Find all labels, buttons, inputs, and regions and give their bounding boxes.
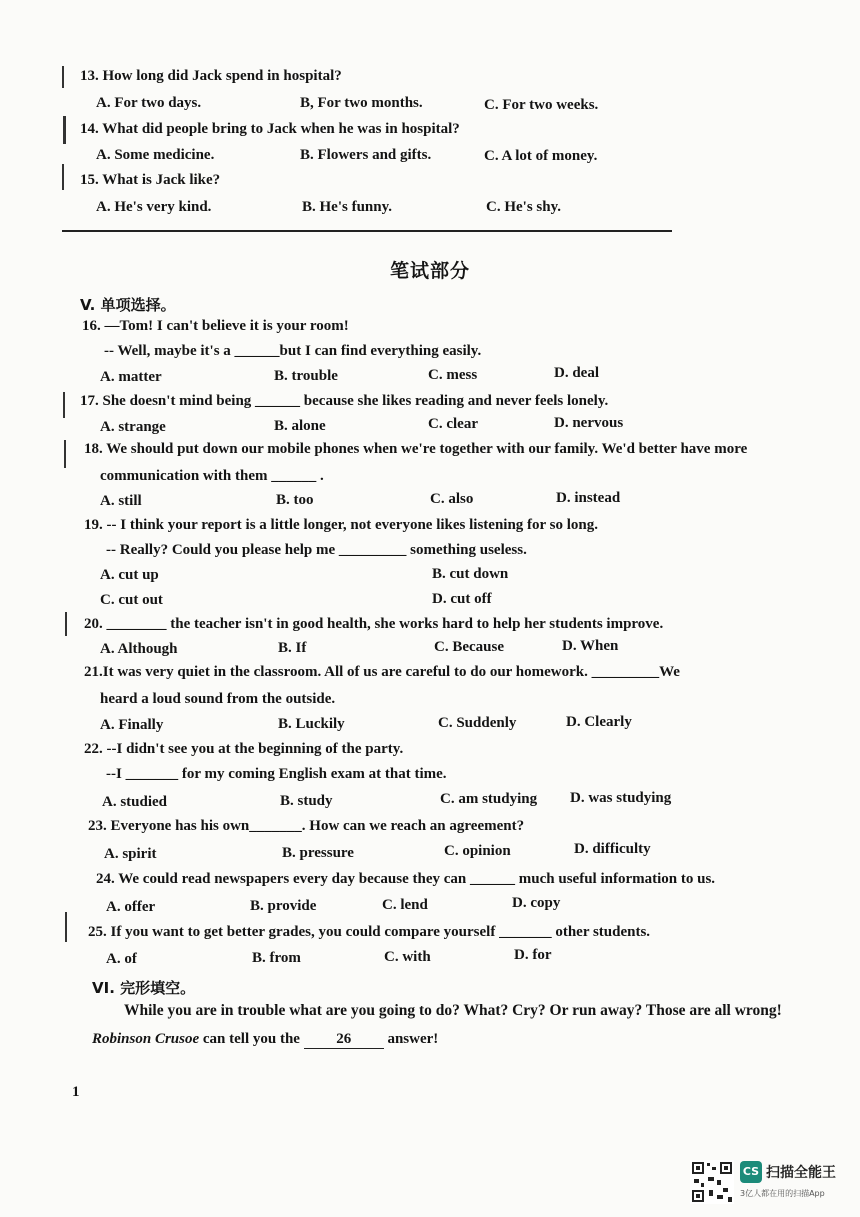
question-23: 23. Everyone has his own_______. How can we reach an agreement? bbox=[88, 818, 525, 834]
option-14c: C. A lot of money. bbox=[484, 148, 598, 164]
option-20a: A. Although bbox=[100, 641, 178, 657]
question-13: 13. How long did Jack spend in hospital? bbox=[80, 68, 342, 84]
question-24: 24. We could read newspapers every day because they can ______ much useful information to us. bbox=[96, 871, 716, 887]
margin-mark bbox=[64, 440, 66, 468]
option-17d: D. nervous bbox=[554, 415, 624, 431]
question-19-line1: 19. -- I think your report is a little longer, not everyone likes listening for so long. bbox=[84, 517, 599, 533]
margin-mark bbox=[62, 164, 64, 190]
cloze-line-2 bbox=[92, 1031, 438, 1049]
option-23d: D. difficulty bbox=[574, 841, 651, 857]
option-21c: C. Suddenly bbox=[438, 715, 517, 731]
option-20b: B. If bbox=[278, 640, 307, 656]
option-23b: B. pressure bbox=[282, 845, 354, 861]
question-21-line2: heard a loud sound from the outside. bbox=[100, 691, 336, 707]
option-24a: A. offer bbox=[106, 899, 156, 915]
option-19d: D. cut off bbox=[432, 591, 492, 607]
option-17b: B. alone bbox=[274, 418, 326, 434]
margin-mark bbox=[63, 116, 66, 144]
option-16c: C. mess bbox=[428, 367, 478, 383]
book-title: Robinson Crusoe bbox=[92, 1031, 200, 1047]
question-14: 14. What did people bring to Jack when he was in hospital? bbox=[80, 121, 460, 137]
cloze-line-1: While you are in trouble what are you going to do? What? Cry? Or run away? Those are all wrong! bbox=[124, 1002, 782, 1019]
option-25d: D. for bbox=[514, 947, 552, 963]
option-13c: C. For two weeks. bbox=[484, 97, 599, 113]
option-14a: A. Some medicine. bbox=[96, 147, 215, 163]
cloze-text: can tell you the bbox=[202, 1031, 300, 1047]
option-19a: A. cut up bbox=[100, 567, 159, 583]
app-name: 扫描全能王 bbox=[766, 1165, 836, 1181]
option-25a: A. of bbox=[106, 951, 137, 967]
option-16d: D. deal bbox=[554, 365, 599, 381]
option-16a: A. matter bbox=[100, 369, 162, 385]
section-5-heading: V. 单项选择。 bbox=[80, 296, 176, 314]
blank-26: 26 bbox=[304, 1031, 384, 1049]
section-title: 笔试部分 bbox=[389, 260, 470, 282]
option-23c: C. opinion bbox=[444, 843, 511, 859]
option-15c: C. He's shy. bbox=[486, 199, 562, 215]
option-17a: A. strange bbox=[100, 419, 166, 435]
option-18d: D. instead bbox=[556, 490, 621, 506]
option-16b: B. trouble bbox=[274, 368, 338, 384]
option-15b: B. He's funny. bbox=[302, 199, 393, 215]
option-18b: B. too bbox=[276, 492, 314, 508]
question-16-line1: 16. —Tom! I can't believe it is your room! bbox=[82, 318, 349, 334]
option-23a: A. spirit bbox=[104, 846, 157, 862]
question-20: 20. ________ the teacher isn't in good health, she works hard to help her students improve. bbox=[84, 616, 664, 632]
option-24b: B. provide bbox=[250, 898, 317, 914]
option-22b: B. study bbox=[280, 793, 333, 809]
page-number: 1 bbox=[72, 1084, 80, 1100]
question-25: 25. If you want to get better grades, you could compare yourself _______ other students. bbox=[88, 924, 651, 940]
margin-mark bbox=[62, 66, 64, 88]
margin-mark bbox=[65, 612, 67, 636]
option-22a: A. studied bbox=[102, 794, 168, 810]
option-13b: B, For two months. bbox=[300, 95, 423, 111]
option-14b: B. Flowers and gifts. bbox=[300, 147, 432, 163]
camscanner-logo: CS bbox=[740, 1161, 762, 1183]
option-17c: C. clear bbox=[428, 416, 478, 432]
option-19b: B. cut down bbox=[432, 566, 509, 582]
option-15a: A. He's very kind. bbox=[96, 199, 212, 215]
question-19-line2: -- Really? Could you please help me _________ something useless. bbox=[106, 542, 527, 558]
option-20d: D. When bbox=[562, 638, 619, 654]
question-17: 17. She doesn't mind being ______ because she likes reading and never feels lonely. bbox=[80, 393, 609, 409]
section-divider bbox=[62, 230, 672, 232]
qr-code-icon bbox=[690, 1160, 734, 1204]
option-24d: D. copy bbox=[512, 895, 561, 911]
option-25c: C. with bbox=[384, 949, 431, 965]
option-22c: C. am studying bbox=[440, 791, 538, 807]
cloze-text-end: answer! bbox=[387, 1031, 439, 1047]
option-21a: A. Finally bbox=[100, 717, 164, 733]
option-18a: A. still bbox=[100, 493, 142, 509]
margin-mark bbox=[63, 392, 65, 418]
option-21b: B. Luckily bbox=[278, 716, 345, 732]
question-22-line1: 22. --I didn't see you at the beginning of the party. bbox=[84, 741, 404, 757]
option-22d: D. was studying bbox=[570, 790, 672, 806]
option-13a: A. For two days. bbox=[96, 95, 202, 111]
question-18-line1: 18. We should put down our mobile phones when we're together with our family. We'd better have more bbox=[84, 441, 748, 457]
question-15: 15. What is Jack like? bbox=[80, 172, 221, 188]
question-16-line2: -- Well, maybe it's a ______but I can find everything easily. bbox=[104, 343, 482, 359]
margin-mark bbox=[65, 912, 67, 942]
app-tagline: 3亿人都在用的扫描App bbox=[740, 1189, 825, 1198]
section-6-heading: VI. 完形填空。 bbox=[92, 979, 196, 997]
option-24c: C. lend bbox=[382, 897, 428, 913]
question-22-line2: --I _______ for my coming English exam at that time. bbox=[106, 766, 447, 782]
option-20c: C. Because bbox=[434, 639, 504, 655]
option-21d: D. Clearly bbox=[566, 714, 632, 730]
question-18-line2: communication with them ______ . bbox=[100, 468, 324, 484]
option-25b: B. from bbox=[252, 950, 301, 966]
option-18c: C. also bbox=[430, 491, 474, 507]
option-19c: C. cut out bbox=[100, 592, 163, 608]
question-21-line1: 21.It was very quiet in the classroom. All of us are careful to do our homework. _________We bbox=[84, 664, 680, 680]
